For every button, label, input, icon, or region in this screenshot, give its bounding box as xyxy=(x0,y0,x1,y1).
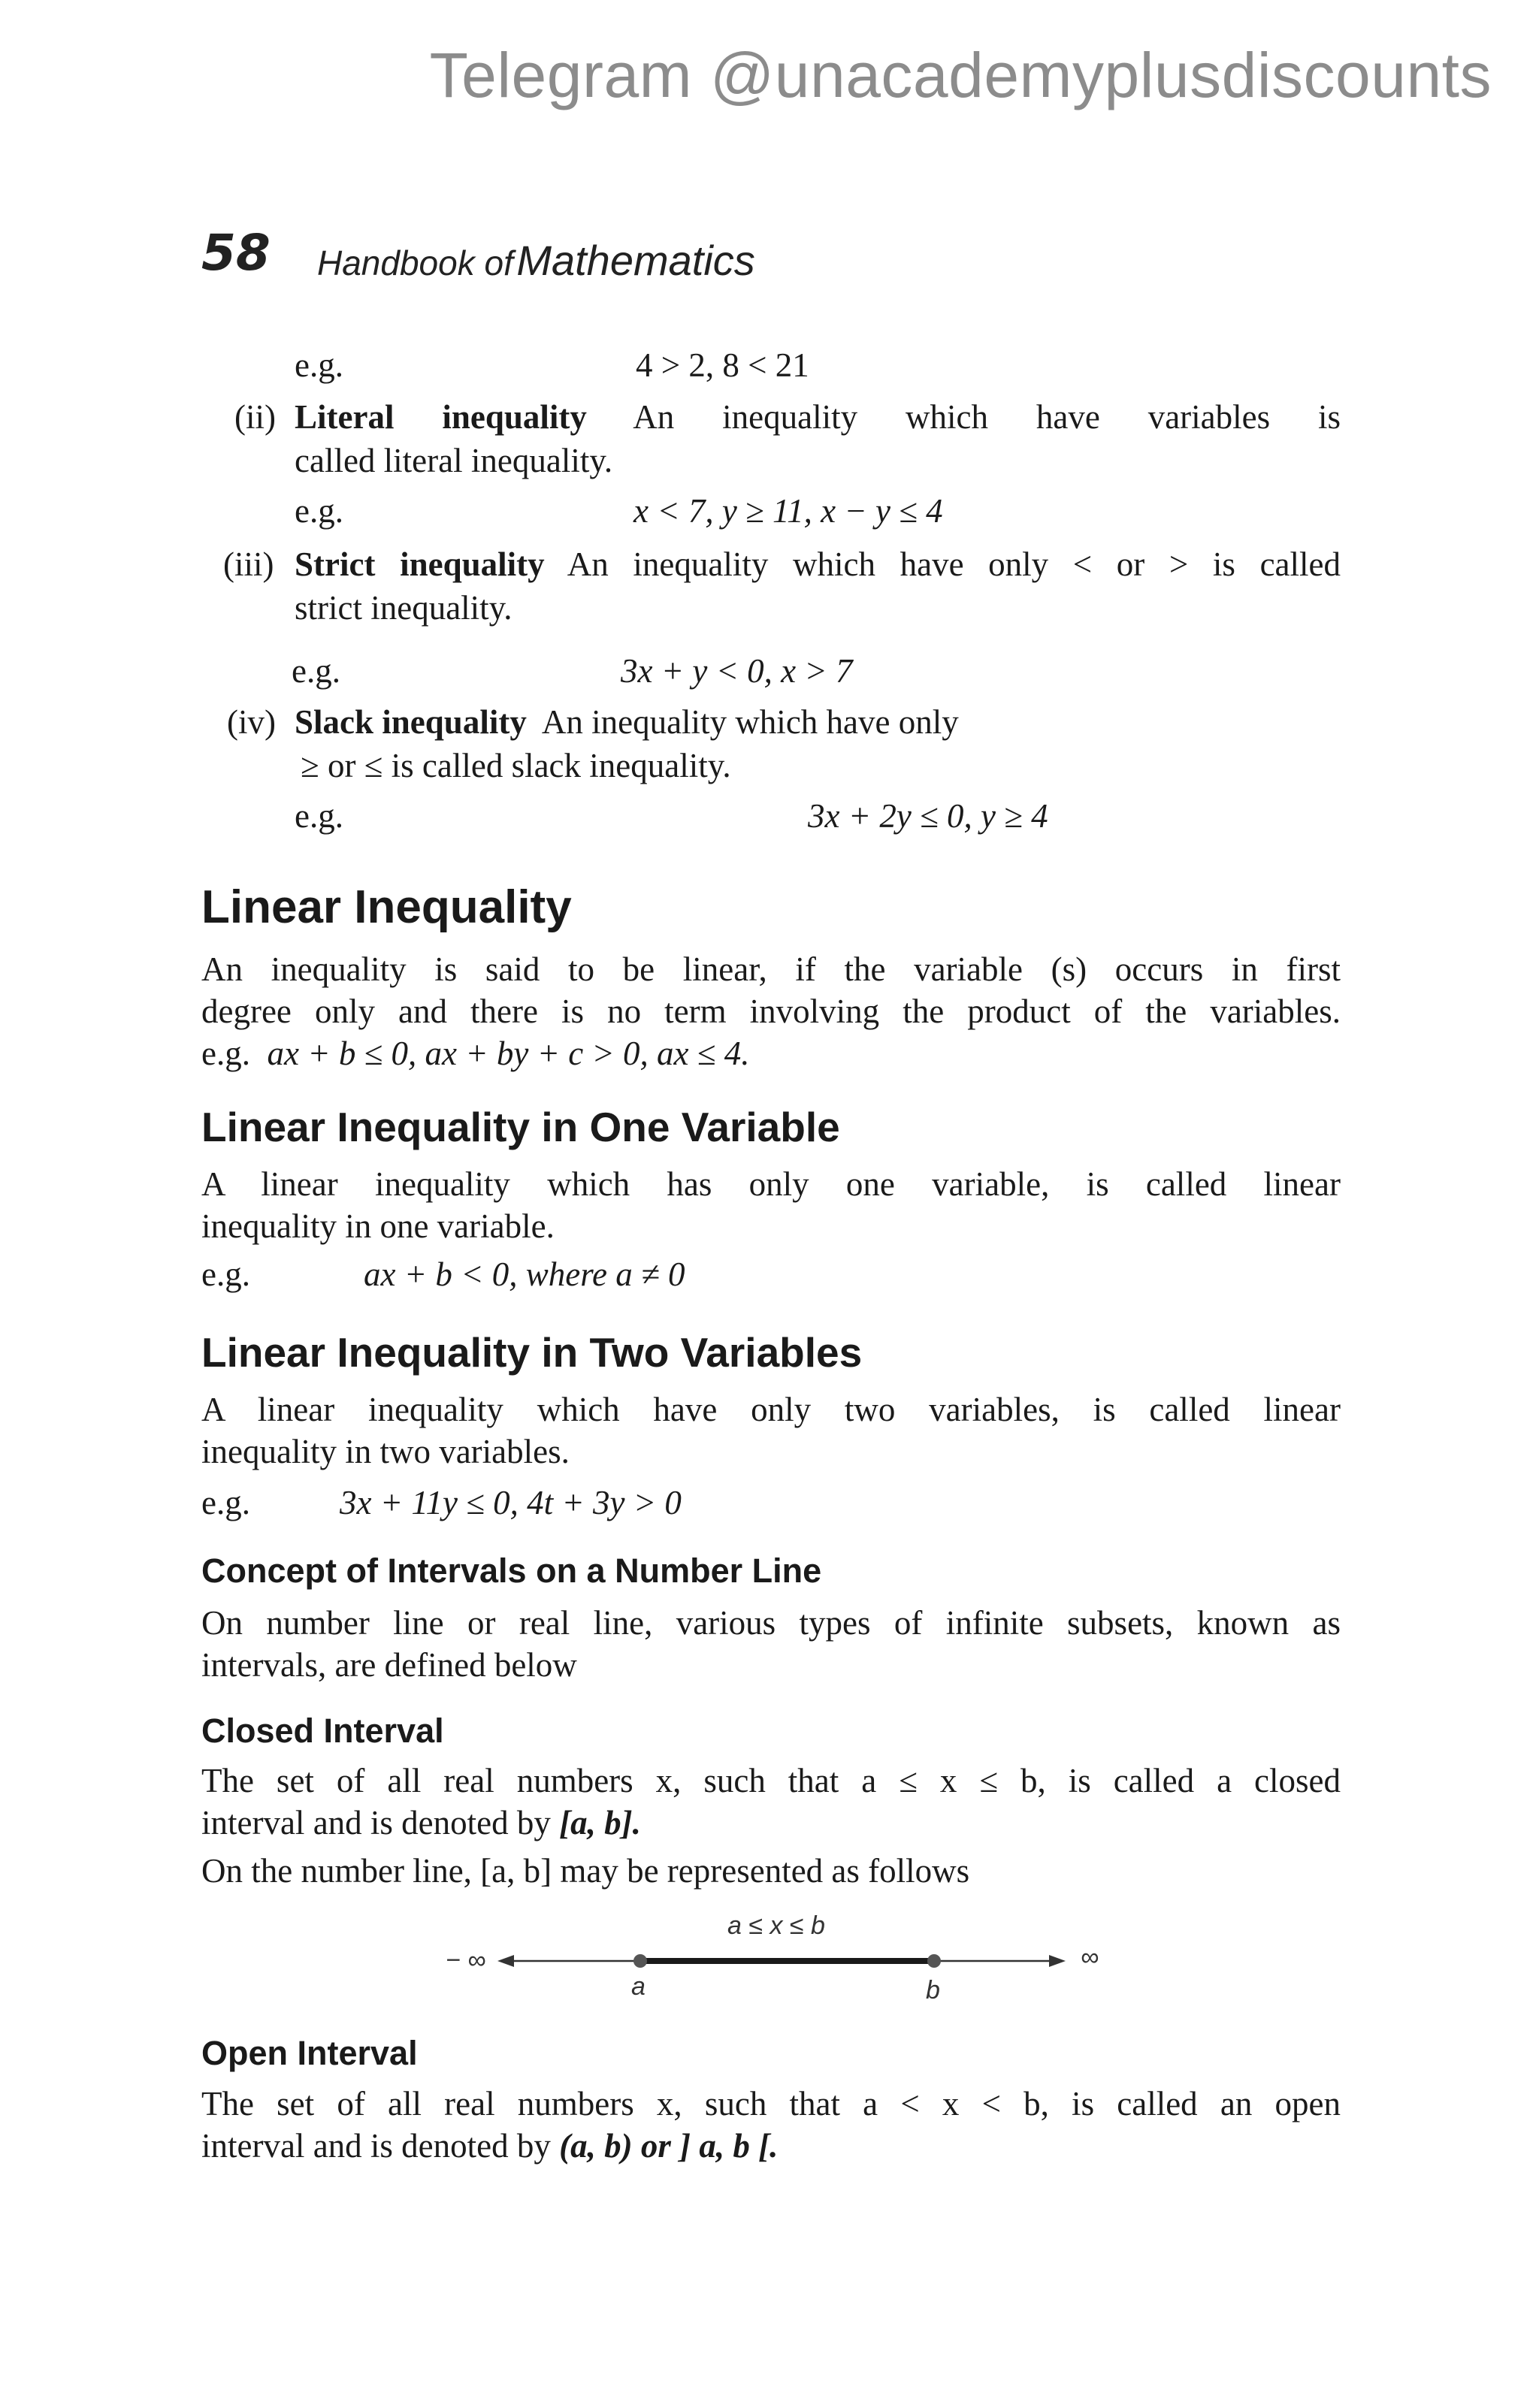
example-label: e.g. xyxy=(201,1255,250,1293)
item-text-line: strict inequality. xyxy=(295,589,512,627)
page-number: 58 xyxy=(201,224,271,282)
example-label: e.g. xyxy=(201,1484,250,1521)
number-line-diagram xyxy=(421,1901,1127,2014)
item-text-line: ≥ or ≤ is called slack inequality. xyxy=(301,747,731,784)
example-label: e.g. xyxy=(295,346,343,384)
item-definition-line xyxy=(295,543,1341,585)
paragraph-line: inequality in one variable. xyxy=(201,1207,555,1245)
paragraph-text: interval and is denoted by xyxy=(201,1804,551,1842)
item-text: An inequality which have variables is xyxy=(633,398,1341,436)
endpoint-a-dot xyxy=(633,1954,647,1968)
example-value: 3x + y < 0, x > 7 xyxy=(621,652,853,690)
book-title-prefix: Handbook of xyxy=(317,243,513,282)
example-value: ax + b ≤ 0, ax + by + c > 0, ax ≤ 4. xyxy=(267,1035,750,1072)
example-label: e.g. xyxy=(295,797,343,835)
left-arrow-icon xyxy=(497,1955,514,1967)
interval-notation: (a, b) or ] a, b [. xyxy=(559,2127,779,2165)
example-label: e.g. xyxy=(295,492,343,530)
example-value: x < 7, y ≥ 11, x − y ≤ 4 xyxy=(633,492,943,530)
positive-infinity-label: ∞ xyxy=(1081,1943,1099,1971)
example-line xyxy=(201,1032,749,1074)
paragraph-line: On the number line, [a, b] may be represented as follows xyxy=(201,1852,970,1890)
section-heading: Linear Inequality in Two Variables xyxy=(201,1329,863,1376)
interval-condition-label: a ≤ x ≤ b xyxy=(727,1911,825,1940)
item-text: An inequality which have only < or > is called xyxy=(567,545,1341,583)
item-term: Slack inequality xyxy=(295,703,527,741)
paragraph-text: interval and is denoted by xyxy=(201,2127,551,2165)
paragraph-line: The set of all real numbers x, such that a ≤ x ≤ b, is called a closed xyxy=(201,1762,1341,1799)
subsection-heading: Open Interval xyxy=(201,2034,418,2072)
item-term: Literal inequality xyxy=(295,398,587,436)
paragraph-line xyxy=(201,2125,778,2167)
book-title-main: Mathematics xyxy=(516,237,755,284)
section-heading: Linear Inequality in One Variable xyxy=(201,1104,840,1150)
watermark-text: Telegram @unacademyplusdiscounts xyxy=(429,40,1492,110)
subsection-heading: Closed Interval xyxy=(201,1712,444,1750)
section-heading: Linear Inequality xyxy=(201,881,572,933)
paragraph-line: An inequality is said to be linear, if the variable (s) occurs in first xyxy=(201,950,1341,988)
item-number: (iv) xyxy=(227,703,276,741)
item-definition-line xyxy=(295,701,959,743)
subsection-heading: Concept of Intervals on a Number Line xyxy=(201,1551,822,1590)
item-definition-line xyxy=(295,396,1341,438)
paragraph-line xyxy=(201,1802,641,1844)
paragraph-line: A linear inequality which have only two variables, is called linear xyxy=(201,1391,1341,1428)
paragraph-line: intervals, are defined below xyxy=(201,1646,577,1684)
example-label: e.g. xyxy=(201,1035,250,1072)
item-number: (ii) xyxy=(234,398,276,436)
interval-notation: [a, b]. xyxy=(559,1804,641,1842)
item-text: An inequality which have only xyxy=(541,703,959,741)
paragraph-line: On number line or real line, various types of infinite subsets, known as xyxy=(201,1604,1341,1642)
paragraph-line: degree only and there is no term involving the product of the variables. xyxy=(201,993,1341,1030)
paragraph-line: The set of all real numbers x, such that a < x < b, is called an open xyxy=(201,2085,1341,2122)
example-value: 4 > 2, 8 < 21 xyxy=(636,346,809,384)
item-text-line: called literal inequality. xyxy=(295,442,613,479)
example-value: 3x + 2y ≤ 0, y ≥ 4 xyxy=(808,797,1048,835)
paragraph-line: inequality in two variables. xyxy=(201,1433,570,1470)
endpoint-b-label: b xyxy=(926,1976,940,2005)
item-term: Strict inequality xyxy=(295,545,545,583)
example-label: e.g. xyxy=(292,652,340,690)
item-number: (iii) xyxy=(223,545,274,583)
negative-infinity-label: − ∞ xyxy=(446,1946,486,1974)
right-arrow-icon xyxy=(1049,1955,1066,1967)
example-value: ax + b < 0, where a ≠ 0 xyxy=(364,1255,685,1293)
paragraph-line: A linear inequality which has only one variable, is called linear xyxy=(201,1165,1341,1203)
book-title xyxy=(317,236,755,285)
example-value: 3x + 11y ≤ 0, 4t + 3y > 0 xyxy=(340,1484,682,1521)
endpoint-a-label: a xyxy=(631,1972,646,2001)
endpoint-b-dot xyxy=(927,1954,941,1968)
